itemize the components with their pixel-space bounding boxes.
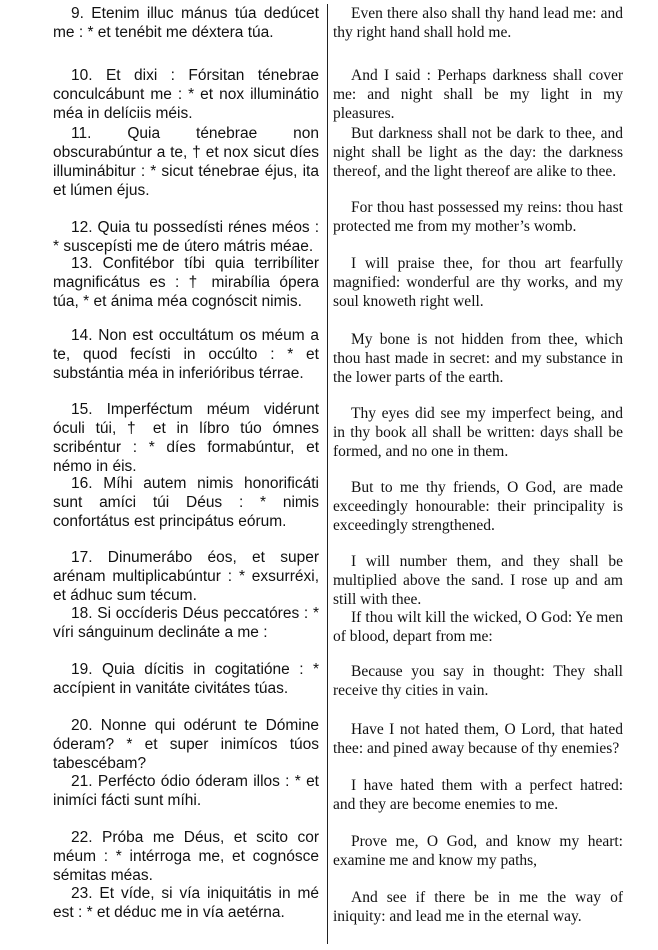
english-verse-text: I will number them, and they shall be multiplied above the sand. I rose up and am still with thee. (333, 553, 623, 608)
english-verse-text: But darkness shall not be dark to thee, and night shall be light as the day: the darkness thereof, and the light thereof are alike to thee. (333, 125, 623, 180)
english-verse-17 (333, 552, 623, 609)
latin-verse-10 (53, 66, 319, 123)
latin-verse-14 (53, 326, 319, 383)
latin-verse-text: 11. Quia ténebrae non obscurabúntur a te, † et nox sicut díes illuminábitur : * sicut ténebrae éjus, ita et lúmen éjus. (53, 125, 319, 199)
latin-verse-text: 15. Imperféctum méum vidérunt óculi túi, † et in líbro túo ómnes scribéntur : * díes formabúntur, et némo in éis. (53, 401, 319, 475)
latin-verse-11 (53, 124, 319, 200)
latin-verse-20 (53, 716, 319, 773)
latin-verse-12 (53, 218, 319, 256)
english-verse-text: Prove me, O God, and know my heart: examine me and know my paths, (333, 833, 623, 869)
latin-verse-19 (53, 660, 319, 698)
english-verse-22 (333, 832, 623, 870)
english-verse-9 (333, 4, 623, 42)
latin-verse-text: 19. Quia dícitis in cogitatióne : * accípient in vanitáte civitátes túas. (53, 661, 319, 697)
english-verse-text: And see if there be in me the way of iniquity: and lead me in the eternal way. (333, 889, 623, 925)
latin-verse-18 (53, 604, 319, 642)
latin-verse-21 (53, 772, 319, 810)
latin-verse-text: 21. Perfécto ódio óderam illos : * et inimíci fácti sunt míhi. (53, 773, 319, 809)
latin-verse-15 (53, 400, 319, 476)
latin-verse-text: 14. Non est occultátum os méum a te, quod fecísti in occúlto : * et substántia méa in inferióribus térrae. (53, 327, 319, 382)
english-verse-10 (333, 66, 623, 123)
english-verse-19 (333, 662, 623, 700)
english-verse-text: But to me thy friends, O God, are made exceedingly honourable: their principality is exceedingly strengthened. (333, 479, 623, 534)
english-verse-text: Thy eyes did see my imperfect being, and in thy book all shall be written: days shall be formed, and no one in them. (333, 405, 623, 460)
latin-verse-text: 20. Nonne qui odérunt te Dómine óderam? * et super inimícos túos tabescébam? (53, 717, 319, 772)
english-verse-text: Because you say in thought: They shall receive thy cities in vain. (333, 663, 623, 699)
latin-verse-text: 13. Confitébor tíbi quia terribíliter magnificátus es : † mirabília ópera túa, * et ánima méa cognóscit nimis. (53, 255, 319, 310)
english-verse-15 (333, 404, 623, 461)
english-verse-23 (333, 888, 623, 926)
latin-verse-text: 12. Quia tu possedísti rénes méos : * suscepísti me de útero mátris méae. (53, 219, 319, 255)
english-verse-text: My bone is not hidden from thee, which thou hast made in secret: and my substance in the lower parts of the earth. (333, 331, 623, 386)
latin-verse-22 (53, 828, 319, 885)
english-verse-text: I have hated them with a perfect hatred: and they are become enemies to me. (333, 777, 623, 813)
english-verse-21 (333, 776, 623, 814)
latin-verse-13 (53, 254, 319, 311)
english-verse-text: I will praise thee, for thou art fearfully magnified: wonderful are thy works, and my soul knoweth right well. (333, 255, 623, 310)
latin-verse-text: 9. Etenim illuc mánus túa dedúcet me : * et tenébit me déxtera túa. (53, 5, 319, 41)
latin-verse-16 (53, 474, 319, 531)
english-verse-text: Have I not hated them, O Lord, that hated thee: and pined away because of thy enemies? (333, 721, 623, 757)
latin-verse-23 (53, 884, 319, 922)
english-verse-16 (333, 478, 623, 535)
latin-verse-text: 18. Si occíderis Déus peccatóres : * víri sánguinum declináte a me : (53, 605, 319, 641)
english-verse-12 (333, 198, 623, 236)
english-verse-13 (333, 254, 623, 311)
english-verse-text: And I said : Perhaps darkness shall cover me: and night shall be my light in my pleasures. (333, 67, 623, 122)
english-verse-11 (333, 124, 623, 181)
column-divider (327, 4, 328, 944)
latin-verse-text: 16. Míhi autem nimis honorificáti sunt amíci túi Déus : * nimis confortátus est principátus eórum. (53, 475, 319, 530)
english-verse-14 (333, 330, 623, 387)
english-verse-text: For thou hast possessed my reins: thou hast protected me from my mother’s womb. (333, 199, 623, 235)
english-verse-text: Even there also shall thy hand lead me: and thy right hand shall hold me. (333, 5, 623, 41)
latin-verse-text: 23. Et víde, si vía iniquitátis in mé est : * et déduc me in vía aetérna. (53, 885, 319, 921)
latin-verse-9 (53, 4, 319, 42)
english-verse-20 (333, 720, 623, 758)
latin-verse-text: 22. Próba me Déus, et scito cor méum : * intérroga me, et cognósce sémitas méas. (53, 829, 319, 884)
english-verse-18 (333, 608, 623, 646)
latin-verse-17 (53, 548, 319, 605)
english-verse-text: If thou wilt kill the wicked, O God: Ye men of blood, depart from me: (333, 609, 623, 645)
latin-verse-text: 10. Et dixi : Fórsitan ténebrae conculcábunt me : * et nox illuminátio méa in delíciis méis. (53, 67, 319, 122)
latin-verse-text: 17. Dinumerábo éos, et super arénam multiplicabúntur : * exsurréxi, et ádhuc sum técum. (53, 549, 319, 604)
